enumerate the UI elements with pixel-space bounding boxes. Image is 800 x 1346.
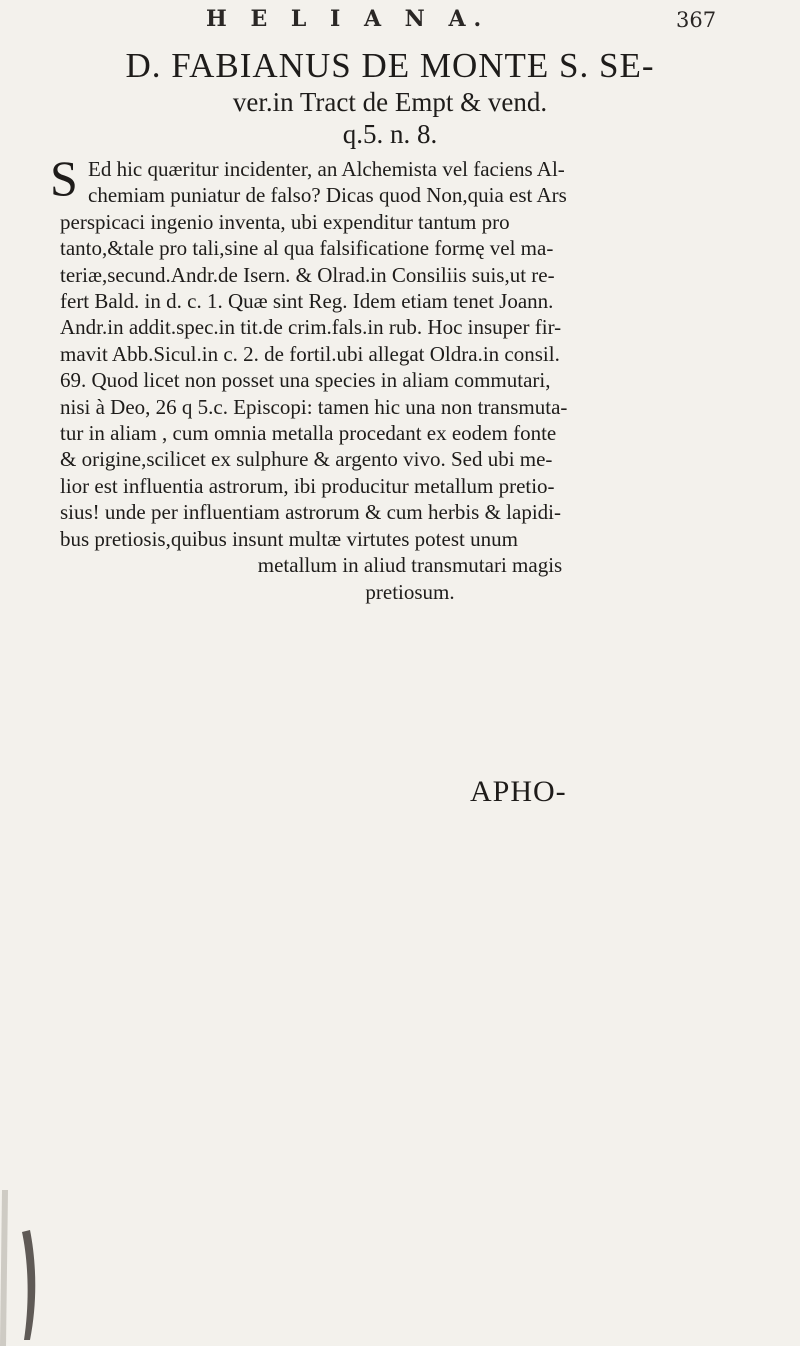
- text-line: tur in aliam , cum omnia metalla procedant ex eodem fonte: [60, 421, 557, 446]
- text-line: bus pretiosis,quibus insunt multæ virtutes potest unum: [60, 526, 518, 551]
- text-line: & origine,scilicet ex sulphure & argento vivo. Sed ubi me-: [60, 447, 553, 472]
- text-line: pretiosum.: [365, 579, 455, 604]
- page-edge-stain: [0, 1190, 60, 1346]
- catchword: APHO-: [470, 775, 567, 808]
- text-line: sius! unde per influentiam astrorum & cum herbis & lapidi-: [60, 500, 561, 525]
- text-line: chemiam puniatur de falso? Dicas quod Non,quia est Ars: [88, 183, 567, 208]
- text-line: teriæ,secund.Andr.de Isern. & Olrad.in Consiliis suis,ut re-: [60, 262, 555, 287]
- drop-cap: S: [50, 150, 78, 206]
- body-paragraph: [60, 156, 760, 605]
- running-head: [0, 6, 800, 40]
- running-title: H E L I A N A.: [206, 6, 490, 32]
- section-citation: q.5. n. 8.: [342, 119, 438, 149]
- text-line: perspicaci ingenio inventa, ubi expenditur tantum pro: [60, 209, 510, 234]
- section-subheading: ver.in Tract de Empt & vend.: [232, 87, 548, 117]
- text-line: mavit Abb.Sicul.in c. 2. de fortil.ubi allegat Oldra.in consil.: [60, 341, 560, 366]
- text-line: nisi à Deo, 26 q 5.c. Episcopi: tamen hic una non transmuta-: [60, 394, 568, 419]
- text-line: fert Bald. in d. c. 1. Quæ sint Reg. Idem etiam tenet Joann.: [60, 289, 554, 314]
- text-line: metallum in aliud transmutari magis: [257, 553, 563, 578]
- text-line: Ed hic quæritur incidenter, an Alchemista vel faciens Al-: [88, 157, 565, 181]
- text-line: 69. Quod licet non posset una species in aliam commutari,: [60, 368, 551, 393]
- text-line: Andr.in addit.spec.in tit.de crim.fals.in rub. Hoc insuper fir-: [60, 315, 562, 340]
- text-line: tanto,&tale pro tali,sine al qua falsificatione formę vel ma-: [60, 236, 554, 261]
- section-heading: D. FABIANUS DE MONTE S. SE-: [125, 46, 655, 85]
- text-line: lior est influentia astrorum, ibi producitur metallum pretio-: [60, 473, 555, 498]
- page-number: 367: [676, 8, 717, 32]
